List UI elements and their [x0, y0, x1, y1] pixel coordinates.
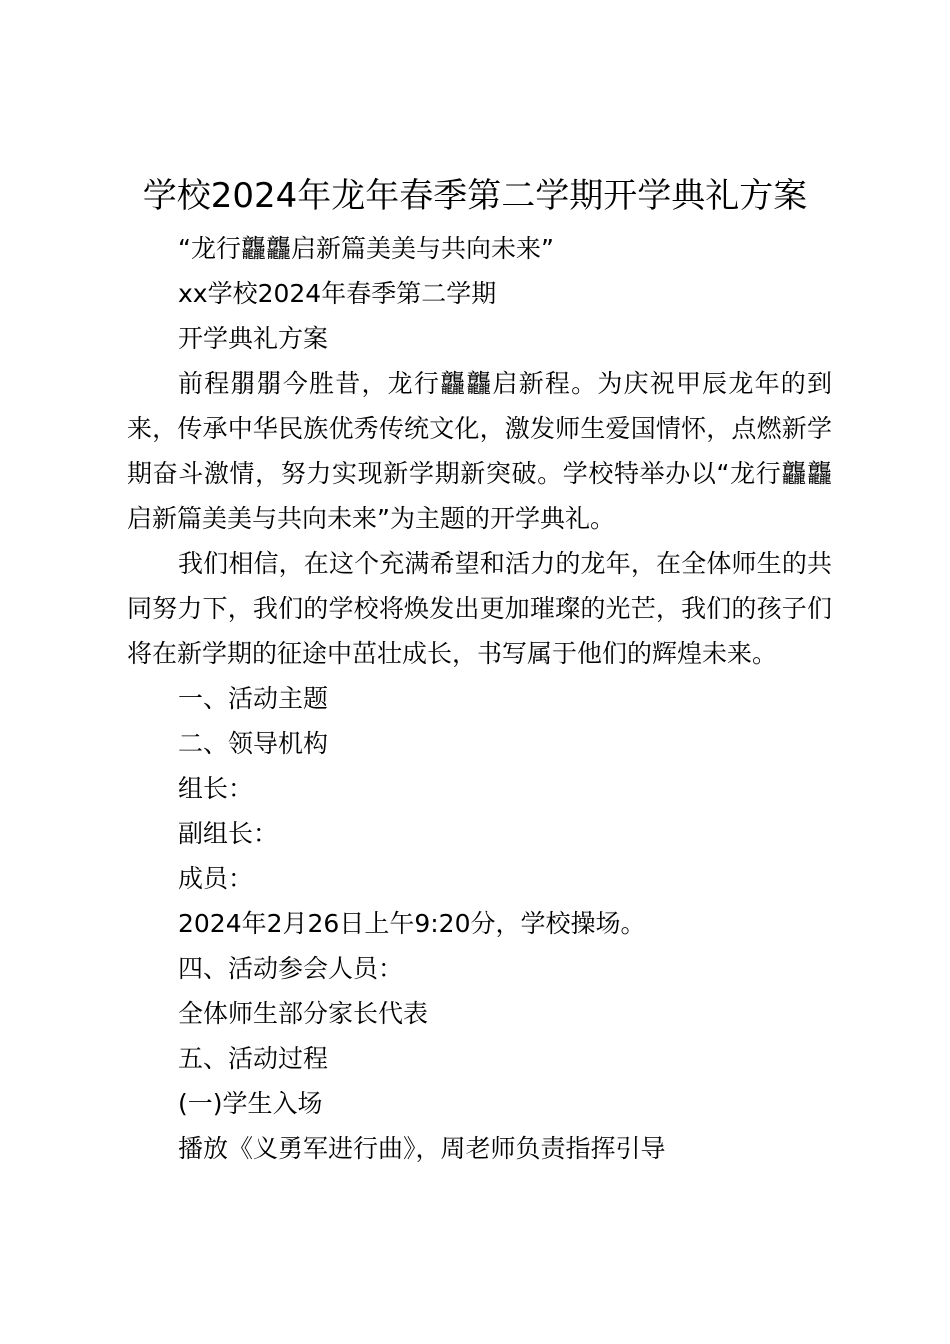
intro-paragraph: 前程朤朤今胜昔，龙行龘龘启新程。为庆祝甲辰龙年的到来，传承中华民族优秀传统文化，激发师生爱国情怀，点燃新学期奋斗激情，努力实现新学期新突破。学校特举办以“龙行龘龘启新篇美美与共向未来”为主题的开学典礼。	[127, 369, 832, 533]
section-process-heading: 五、活动过程	[178, 1044, 329, 1073]
section-leadership-heading: 二、领导机构	[178, 729, 329, 758]
belief-paragraph: 我们相信，在这个充满希望和活力的龙年，在全体师生的共同努力下，我们的学校将焕发出更加璀璨的光芒，我们的孩子们将在新学期的征途中茁壮成长，书写属于他们的辉煌未来。	[127, 549, 832, 668]
deputy-leader-line: 副组长：	[178, 819, 279, 848]
section-participants-heading: 四、活动参会人员：	[178, 954, 404, 983]
school-term-paragraph: xx学校2024年春季第二学期	[178, 279, 497, 308]
leader-line: 组长：	[178, 774, 254, 803]
participants-line: 全体师生部分家长代表	[178, 999, 429, 1028]
members-line: 成员：	[178, 864, 254, 893]
document-title: 学校2024年龙年春季第二学期开学典礼方案	[142, 176, 808, 216]
step-one-detail: 播放《义勇军进行曲》，周老师负责指挥引导	[178, 1134, 666, 1163]
section-theme-heading: 一、活动主题	[178, 684, 329, 713]
step-one-heading: (一)学生入场	[178, 1089, 323, 1118]
plan-name-paragraph: 开学典礼方案	[178, 324, 329, 353]
time-place-line: 2024年2月26日上午9:20分，学校操场。	[178, 909, 646, 938]
document-body	[127, 226, 832, 1171]
slogan-paragraph: “龙行龘龘启新篇美美与共向未来”	[178, 234, 554, 263]
